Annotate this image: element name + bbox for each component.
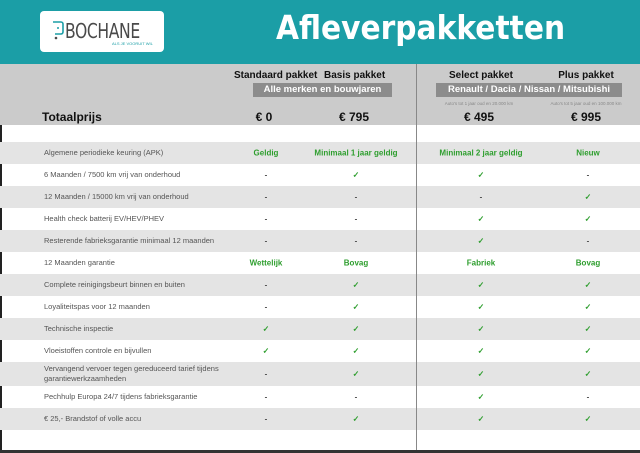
total-label: Totaalprijs (42, 110, 102, 124)
price-select: € 495 (463, 110, 495, 124)
price-standaard: € 0 (255, 110, 273, 124)
group-all-brands: Alle merken en bouwjaren (253, 83, 392, 97)
logo (40, 11, 164, 52)
table-row (0, 274, 640, 296)
feature-label: Technische inspectie (44, 324, 114, 333)
table-row (0, 230, 640, 252)
table-header (0, 64, 640, 125)
select-note: Auto's tot 1 jaar oud en 20.000 km (444, 101, 514, 106)
check-icon: ✓ (352, 414, 360, 424)
page-title: Afleverpakketten (276, 8, 566, 47)
dash-cell: - (586, 392, 590, 402)
check-icon: ✓ (477, 346, 485, 356)
value-cell: Bovag (575, 258, 601, 268)
check-icon: ✓ (477, 236, 485, 246)
dash-cell: - (264, 302, 268, 312)
dash-cell: - (479, 192, 483, 202)
check-icon: ✓ (584, 302, 592, 312)
value-cell: Geldig (253, 148, 279, 158)
feature-label: Health check batterij EV/HEV/PHEV (44, 214, 165, 223)
check-icon: ✓ (477, 392, 485, 402)
dash-cell: - (354, 392, 358, 402)
table-row (0, 142, 640, 164)
column-standaard: Standaard pakket (234, 70, 318, 81)
table-row (0, 296, 640, 318)
feature-label: 6 Maanden / 7500 km vrij van onderhoud (44, 170, 181, 179)
check-icon: ✓ (477, 214, 485, 224)
feature-label: 12 Maanden / 15000 km vrij van onderhoud (44, 192, 189, 201)
check-icon: ✓ (477, 302, 485, 312)
dash-cell: - (354, 214, 358, 224)
price-basis: € 795 (338, 110, 370, 124)
check-icon: ✓ (584, 414, 592, 424)
border (0, 430, 2, 450)
table-row (0, 318, 640, 340)
dash-cell: - (264, 214, 268, 224)
dash-cell: - (264, 369, 268, 379)
check-icon: ✓ (584, 192, 592, 202)
table-row (0, 252, 640, 274)
table-row (0, 386, 640, 408)
price-plus: € 995 (570, 110, 602, 124)
check-icon: ✓ (584, 214, 592, 224)
value-cell: Nieuw (576, 148, 600, 158)
check-icon: ✓ (262, 324, 270, 334)
dash-cell: - (586, 170, 590, 180)
feature-label: Algemene periodieke keuring (APK) (44, 148, 164, 157)
logo-tagline: ALS JE VOORUIT WIL (112, 41, 153, 46)
check-icon: ✓ (584, 346, 592, 356)
check-icon: ✓ (477, 414, 485, 424)
logo-text: BOCHANE (65, 19, 140, 43)
check-icon: ✓ (352, 280, 360, 290)
check-icon: ✓ (477, 324, 485, 334)
header (0, 0, 640, 64)
dash-cell: - (586, 236, 590, 246)
check-icon: ✓ (477, 170, 485, 180)
check-icon: ✓ (352, 302, 360, 312)
feature-table (0, 142, 640, 430)
column-select: Select pakket (449, 70, 513, 81)
dash-cell: - (264, 280, 268, 290)
check-icon: ✓ (352, 170, 360, 180)
check-icon: ✓ (477, 280, 485, 290)
group-renault: Renault / Dacia / Nissan / Mitsubishi (436, 83, 622, 97)
dash-cell: - (354, 236, 358, 246)
column-plus: Plus pakket (558, 70, 614, 81)
check-icon: ✓ (352, 346, 360, 356)
table-row (0, 186, 640, 208)
feature-label: Loyaliteitspas voor 12 maanden (44, 302, 150, 311)
border (0, 125, 2, 142)
dash-cell: - (264, 414, 268, 424)
column-divider (416, 64, 417, 453)
table-row (0, 362, 640, 386)
check-icon: ✓ (352, 369, 360, 379)
table-row (0, 164, 640, 186)
table-row (0, 408, 640, 430)
check-icon: ✓ (584, 280, 592, 290)
plus-note: Auto's tot 5 jaar oud en 100.000 km (550, 101, 622, 106)
value-cell: Fabriek (466, 258, 496, 268)
feature-label: € 25,- Brandstof of volle accu (44, 414, 142, 423)
check-icon: ✓ (477, 369, 485, 379)
table-row (0, 340, 640, 362)
value-cell: Minimaal 1 jaar geldig (314, 148, 398, 158)
feature-label: Pechhulp Europa 24/7 tijdens fabrieksgarantie (44, 392, 198, 401)
value-cell: Bovag (343, 258, 369, 268)
dash-cell: - (264, 170, 268, 180)
table-row (0, 208, 640, 230)
feature-label: Complete reinigingsbeurt binnen en buiten (44, 280, 185, 289)
column-basis: Basis pakket (324, 70, 386, 81)
value-cell: Minimaal 2 jaar geldig (439, 148, 523, 158)
check-icon: ✓ (584, 369, 592, 379)
check-icon: ✓ (352, 324, 360, 334)
check-icon: ✓ (584, 324, 592, 334)
dash-cell: - (354, 192, 358, 202)
feature-label: Vervangend vervoer tegen gereduceerd tarief tijdens garantiewerkzaamheden (44, 364, 219, 383)
dash-cell: - (264, 392, 268, 402)
cart-logo-icon (52, 20, 64, 40)
dash-cell: - (264, 236, 268, 246)
feature-label: Vloeistoffen controle en bijvullen (44, 346, 152, 355)
feature-label: Resterende fabrieksgarantie minimaal 12 maanden (44, 236, 215, 245)
feature-label: 12 Maanden garantie (44, 258, 115, 267)
check-icon: ✓ (262, 346, 270, 356)
value-cell: Wettelijk (249, 258, 283, 268)
dash-cell: - (264, 192, 268, 202)
